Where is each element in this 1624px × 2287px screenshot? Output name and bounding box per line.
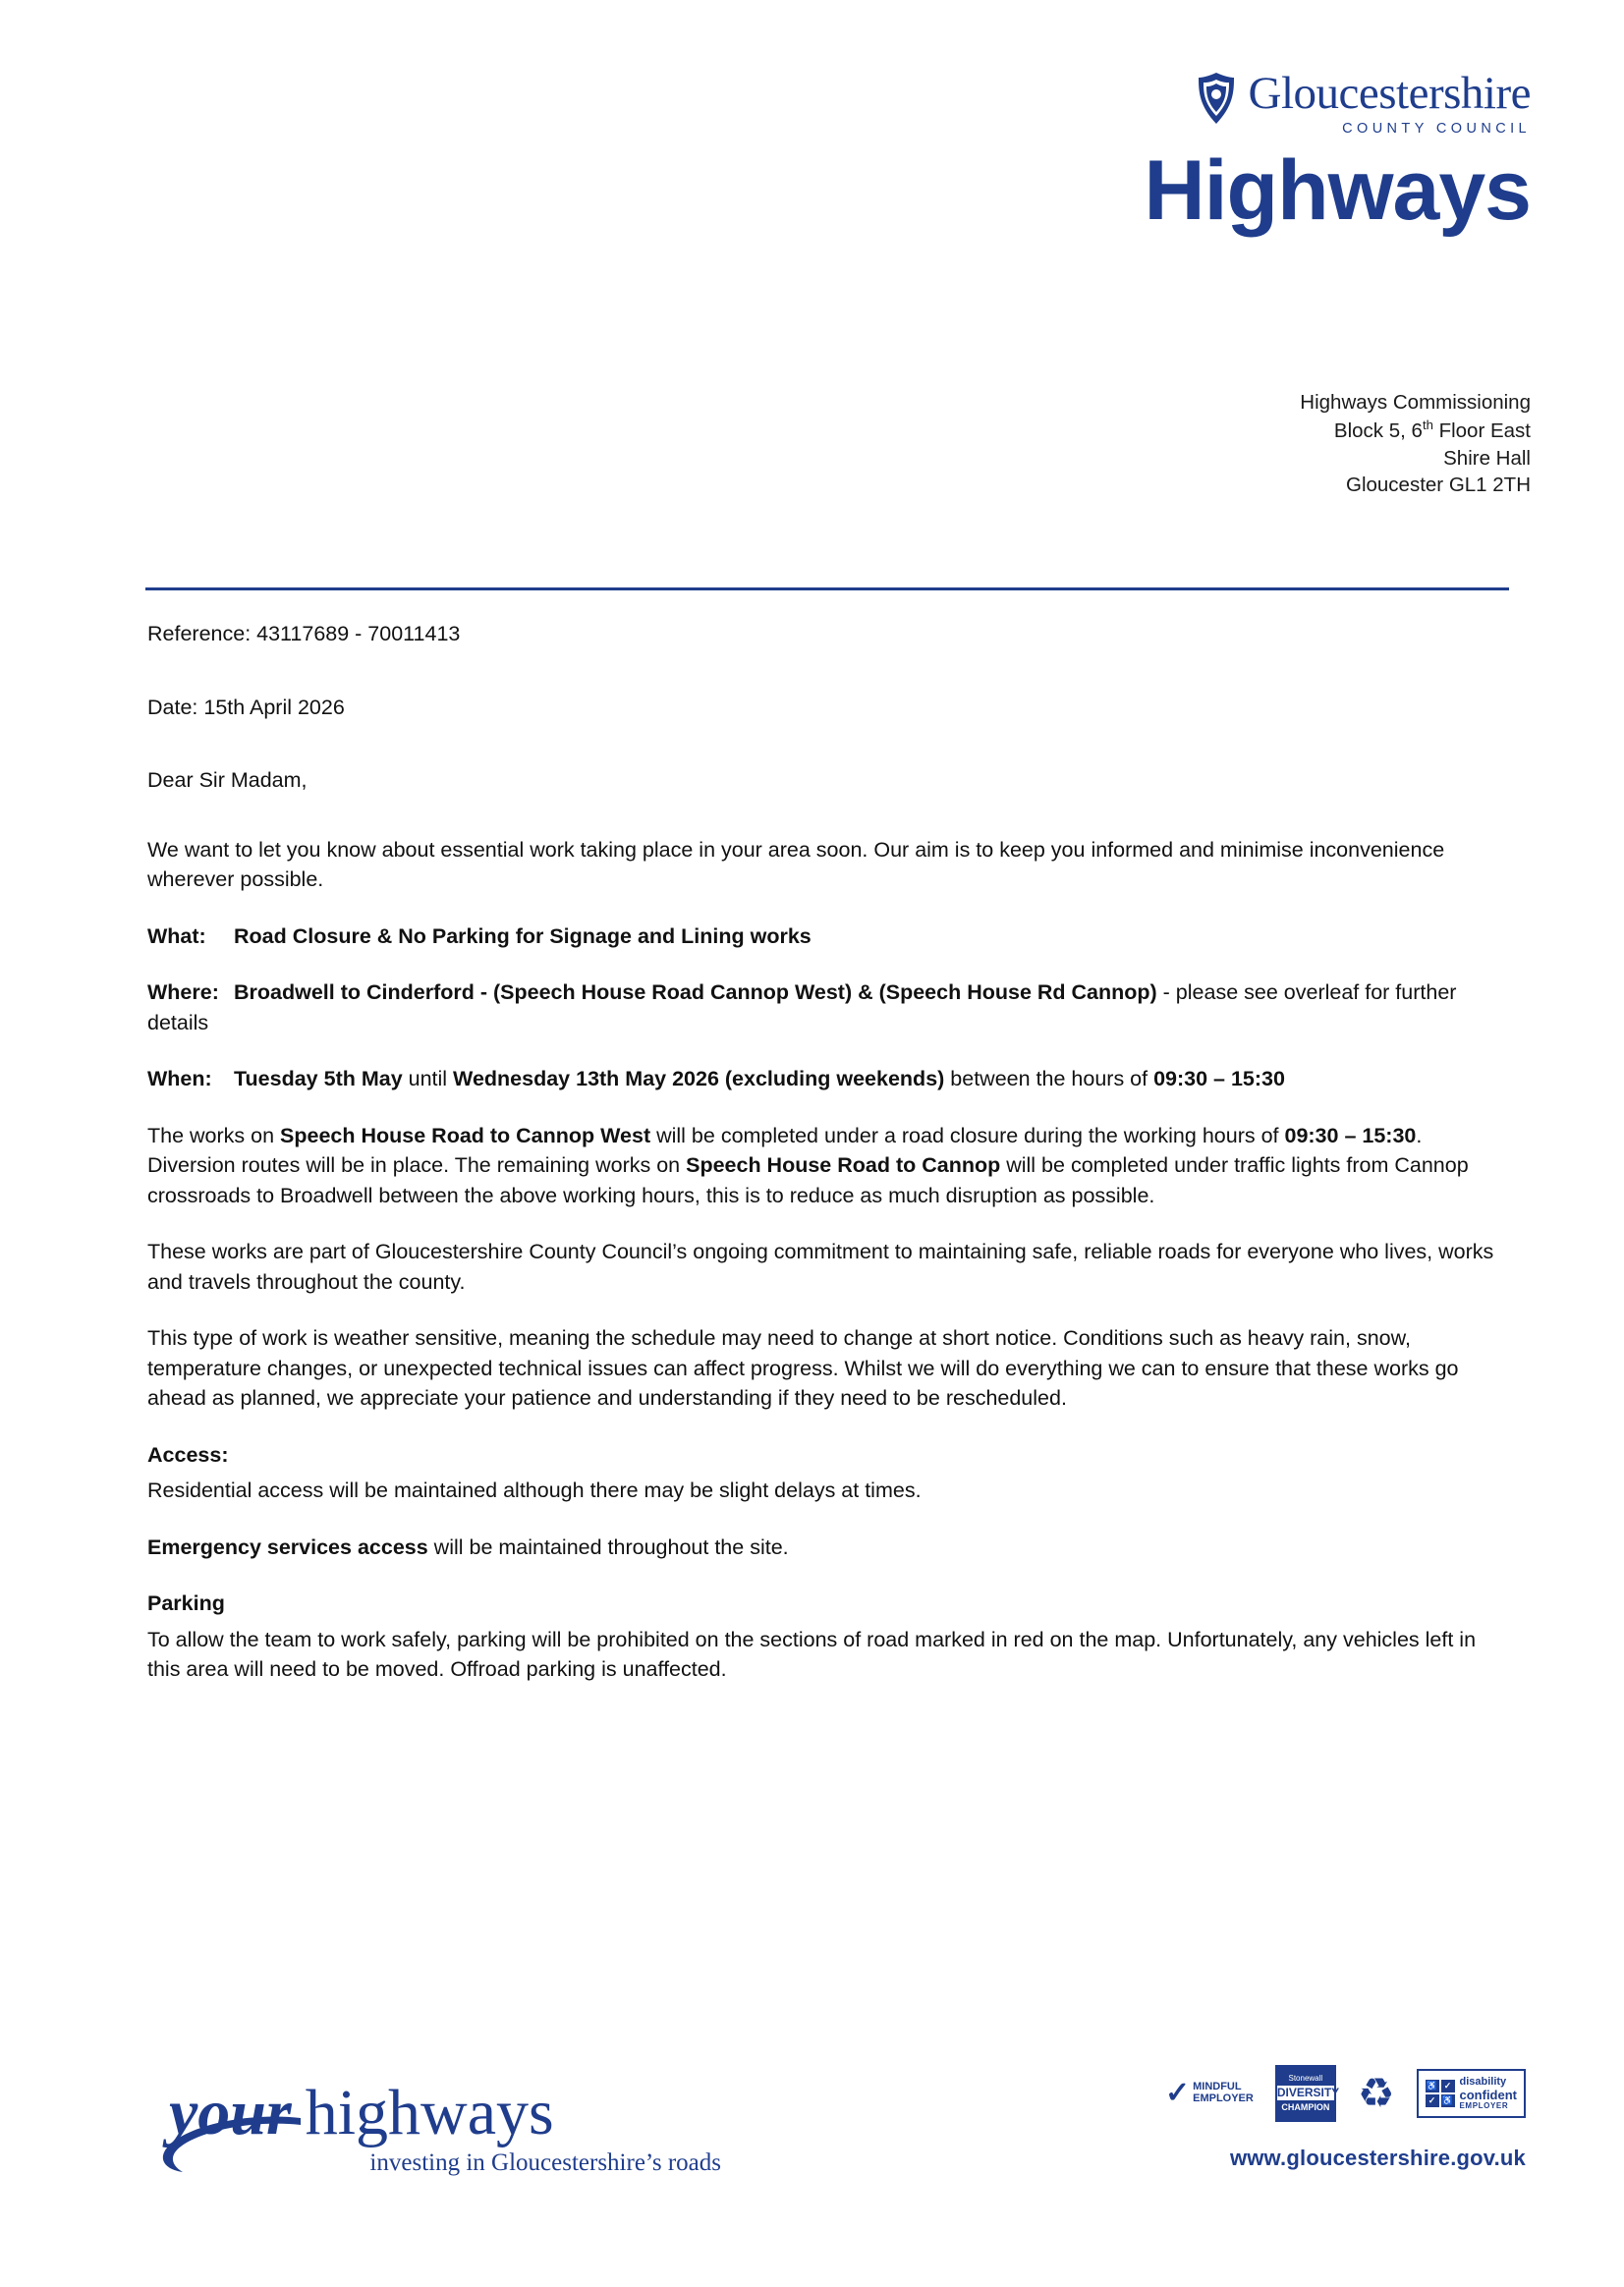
what-value: Road Closure & No Parking for Signage and Lining works [234,923,812,948]
address-line-1: Highways Commissioning [1300,391,1531,414]
when-label: When: [147,1067,212,1091]
header-divider [145,587,1509,590]
when-end: Wednesday 13th May 2026 (excluding weekends) [453,1067,945,1091]
salutation: Dear Sir Madam, [147,768,308,793]
where-row [147,977,1513,1037]
intro-paragraph: We want to let you know about essential work taking place in your area soon. Our aim is to keep you informed and minimise inconvenience wherever possible. [147,837,1445,892]
council-subtitle: COUNTY COUNCIL [1342,121,1531,137]
what-row [147,921,1513,952]
stonewall-top-text: Stonewall [1288,2074,1323,2084]
council-crest-icon [1194,71,1239,126]
works-text-2: will be completed under a road closure during the working hours of [650,1123,1285,1147]
works-detail-paragraph [147,1121,1513,1211]
when-mid-1: until [402,1067,454,1091]
access-text: Residential access will be maintained although there may be slight delays at times. [147,1478,922,1503]
website-url[interactable]: www.gloucestershire.gov.uk [1229,2146,1526,2170]
reference-line: Reference: 43117689 - 70011413 [147,622,461,645]
logo-word-highways: highways [305,2077,554,2148]
letter-body [147,619,1513,1711]
your-highways-wordmark [157,2077,727,2148]
date-line: Date: 15th April 2026 [147,695,345,719]
commitment-paragraph: These works are part of Gloucestershire County Council’s ongoing commitment to maintaining safe, reliable roads for everyone who lives, works and travels throughout the county. [147,1240,1494,1294]
where-label: Where: [147,980,219,1005]
parking-heading: Parking [147,1591,225,1616]
access-heading: Access: [147,1442,229,1467]
sender-address [1300,389,1531,499]
when-row [147,1064,1513,1094]
page-title: Highways [1144,142,1531,238]
weather-paragraph: This type of work is weather sensitive, meaning the schedule may need to change at short notice. Conditions such as heavy rain, snow, temperature changes, or unexpected technical issues can affect progress. Whilst we will do everything we can to ensure that these works go ahead as planned, we appreciate your patience and understanding if they need to be rescheduled. [147,1326,1459,1411]
council-logo [902,68,1531,137]
check-icon: ✓ [1164,2077,1191,2109]
works-text-1: The works on [147,1123,281,1147]
emergency-paragraph [147,1533,1513,1563]
address-line-3: Shire Hall [1443,446,1531,470]
council-name: Gloucestershire [1248,68,1531,119]
accreditation-badges [1165,2065,1526,2122]
stonewall-diversity-champion-badge [1275,2065,1340,2122]
logo-word-your: your [169,2077,292,2148]
works-bold-1: Speech House Road to Cannop West [280,1123,651,1147]
recycle-icon: ♻ [1357,2070,1395,2116]
works-bold-2: 09:30 – 15:30 [1284,1123,1417,1147]
when-mid-2: between the hours of [944,1067,1154,1091]
mindful-employer-badge [1165,2079,1254,2108]
where-value-bold: Broadwell to Cinderford - (Speech House Road Cannop West) & (Speech House Rd Cannop) [234,980,1157,1005]
when-start: Tuesday 5th May [234,1067,403,1091]
parking-text: To allow the team to work safely, parking will be prohibited on the sections of road marked in red on the map. Unfortunately, any vehicles left in this area will need to be moved. Offroad parking is unaffected. [147,1627,1477,1682]
works-text-3: . Diversion routes will be in place. The remaining works on [147,1123,1423,1178]
emergency-bold: Emergency services access [147,1534,428,1559]
address-line-2: Block 5, 6th Floor East [1333,417,1531,442]
address-line-4: Gloucester GL1 2TH [1346,474,1531,497]
stonewall-bottom-text: CHAMPION [1281,2102,1330,2113]
disability-confident-text: disability confident EMPLOYER [1459,2076,1517,2110]
disability-confident-badge [1417,2069,1527,2117]
when-hours: 09:30 – 15:30 [1153,1067,1285,1091]
stonewall-mid-text: DIVERSITY [1276,2085,1340,2099]
council-wordmark [1248,68,1531,137]
mindful-employer-text: MINDFUL EMPLOYER [1193,2081,1254,2104]
your-highways-logo [157,2077,727,2177]
works-bold-3: Speech House Road to Cannop [686,1153,1001,1178]
logo-tagline: investing in Gloucestershire’s roads [369,2149,721,2176]
works-text-4: will be completed under traffic lights from Cannop crossroads to Broadwell between the above working hours, this is to reduce as much disruption as possible. [147,1153,1469,1207]
disability-confident-marks-icon: ♿ ✓ ✓ ♿ [1426,2080,1455,2107]
what-label: What: [147,923,206,948]
document-header [902,68,1531,238]
emergency-rest: will be maintained throughout the site. [427,1534,789,1559]
where-value-rest: - please see overleaf for further details [147,980,1457,1034]
